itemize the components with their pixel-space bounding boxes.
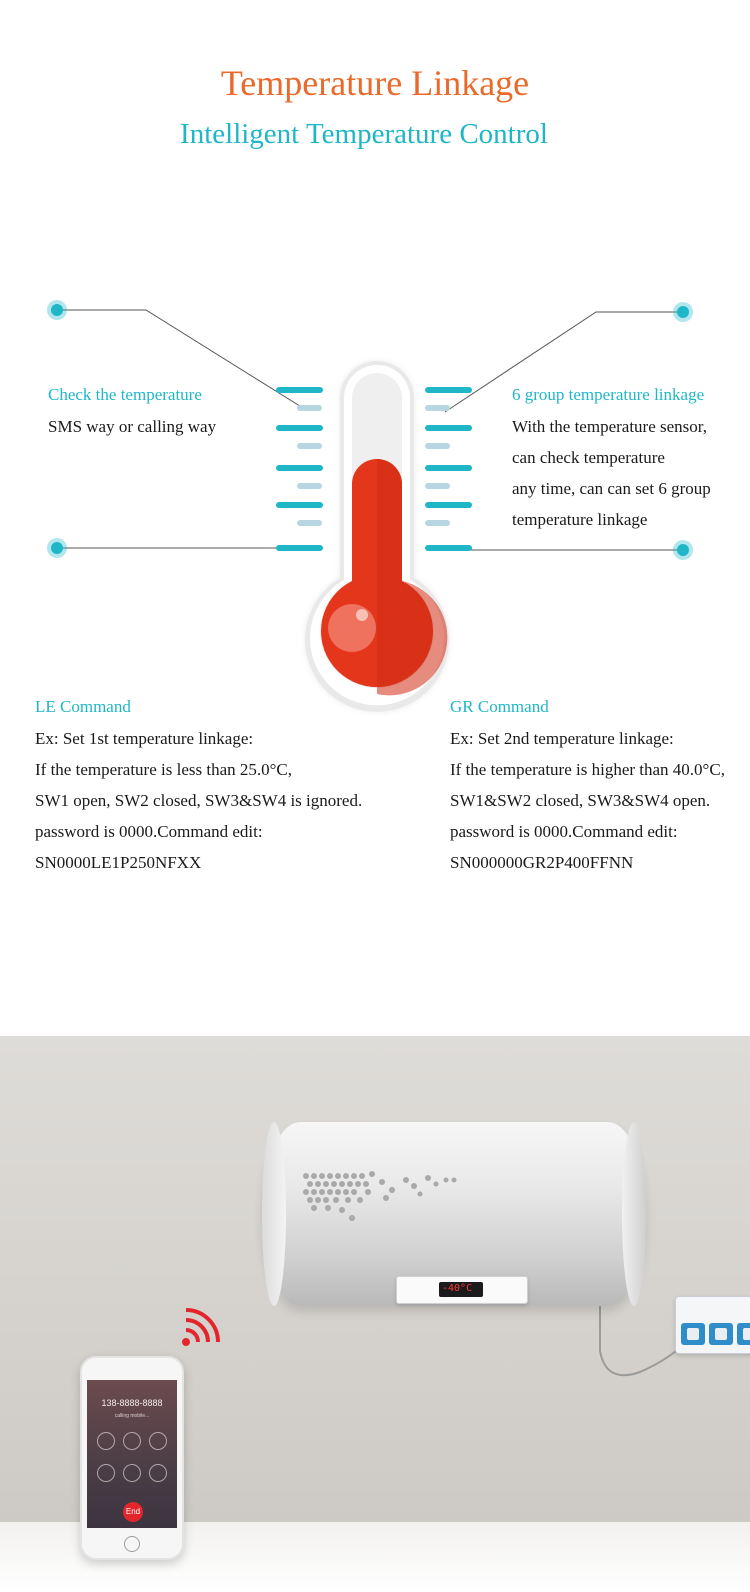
feature-line: temperature linkage [512,510,648,529]
command-line: password is 0000.Command edit: [450,822,678,841]
controller-readout: -40°C [442,1283,473,1294]
socket [737,1323,750,1345]
page-title: Temperature Linkage [220,63,530,103]
home-button-icon [124,1536,140,1552]
mute-key-icon [97,1432,115,1450]
le-command-block [35,697,362,878]
command-heading: GR Command [450,697,549,716]
command-line: If the temperature is higher than 40.0°C, [450,760,725,779]
feature-line: can check temperature [512,448,665,467]
feature-line: any time, can can set 6 group [512,479,711,498]
command-line: Ex: Set 1st temperature linkage: [35,729,254,748]
feature-check-temperature [48,385,216,442]
command-line: SW1 open, SW2 closed, SW3&SW4 is ignored. [35,791,363,810]
command-line: password is 0000.Command edit: [35,822,263,841]
heater-dot-pattern [302,1170,472,1230]
video-key-icon [123,1464,141,1482]
add-call-key-icon [97,1464,115,1482]
socket [709,1323,733,1345]
command-line: SN0000LE1P250NFXX [35,853,202,872]
feature-group-linkage [512,385,742,535]
scale-marks-left [276,387,323,551]
phone-status: calling mobile... [114,1413,150,1419]
endpoint-dot-bottom-right [673,540,693,560]
feature-heading: 6 group temperature linkage [512,385,705,404]
command-line: SW1&SW2 closed, SW3&SW4 open. [450,791,711,810]
keypad-key-icon [123,1432,141,1450]
endpoint-dot-top-left [47,300,67,320]
socket-strip-icon [675,1296,750,1354]
endpoint-dot-bottom-left [47,538,67,558]
temperature-infographic [0,280,750,720]
contacts-key-icon [149,1464,167,1482]
feature-line: SMS way or calling way [48,417,217,436]
end-call-button: End [123,1502,143,1522]
gr-command-block [450,697,725,878]
feature-line: With the temperature sensor, [512,417,708,436]
page-subtitle: Intelligent Temperature Control [180,118,548,150]
controller-display [439,1282,483,1297]
phone-number: 138-8888-8888 [101,1398,163,1408]
bathroom-scene [0,1036,750,1592]
command-line: SN000000GR2P400FFNN [450,853,634,872]
command-line: Ex: Set 2nd temperature linkage: [450,729,674,748]
phone-icon [80,1356,184,1560]
feature-heading: Check the temperature [48,385,202,404]
scale-marks-right [425,387,472,551]
socket [681,1323,705,1345]
wifi-signal-icon [178,1304,224,1350]
endpoint-dot-top-right [673,302,693,322]
temperature-controller [396,1276,528,1304]
speaker-key-icon [149,1432,167,1450]
command-line: If the temperature is less than 25.0°C, [35,760,293,779]
phone-screen [87,1380,177,1528]
thermometer-icon [305,361,449,712]
command-heading: LE Command [35,697,131,716]
